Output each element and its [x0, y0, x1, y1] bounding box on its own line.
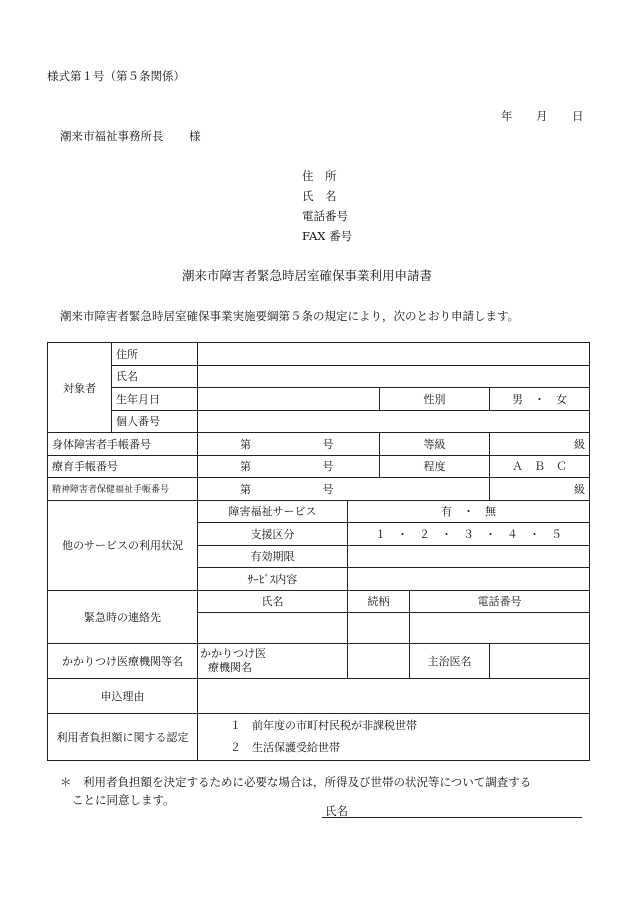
burden-item-2[interactable]: ２ 生活保護受給世帯: [230, 741, 340, 754]
personal-number-label: 個人番号: [112, 410, 198, 433]
burden-cert-options[interactable]: [198, 714, 590, 761]
physical-handbook-label: 身体障害者手帳番号: [48, 433, 198, 456]
clinic-label: かかりつけ医療機関等名: [48, 644, 198, 679]
signature-label: 氏名: [325, 804, 348, 818]
degree-label: 程度: [380, 455, 490, 478]
clinic-name-field[interactable]: [348, 644, 410, 679]
reason-field[interactable]: [198, 679, 590, 714]
mental-handbook-number[interactable]: [198, 478, 490, 501]
degree-options[interactable]: Ａ Ｂ Ｃ: [490, 455, 590, 478]
gender-options[interactable]: 男 ・ 女: [490, 388, 590, 411]
consent-line-2: ことに同意します。: [72, 793, 175, 807]
emergency-contact-label: 緊急時の連絡先: [48, 590, 198, 644]
personal-number-field[interactable]: [198, 410, 590, 433]
grade-suffix: 級: [574, 437, 585, 451]
other-services-label: 他のサービスの利用状況: [48, 500, 198, 590]
applicant-name-label: 氏 名: [302, 189, 337, 203]
burden-item-1[interactable]: １ 前年度の市町村民税が非課税世帯: [230, 719, 417, 732]
consent-line-1: ＊ 利用者負担額を決定するために必要な場合は，所得及び世帯の状況等について調査する: [60, 775, 532, 789]
application-table: [47, 342, 590, 761]
name-label: 氏名: [112, 365, 198, 388]
mental-grade-field[interactable]: [490, 478, 590, 501]
form-number: 様式第１号（第５条関係）: [47, 69, 185, 83]
clinic-sub-label: [198, 644, 348, 679]
grade-label: 等級: [380, 433, 490, 456]
number-suffix: 号: [322, 437, 334, 451]
valid-period-label: 有効期限: [198, 545, 348, 568]
name-field[interactable]: [198, 365, 590, 388]
rehab-handbook-number[interactable]: [198, 455, 380, 478]
number-prefix: 第: [240, 460, 251, 474]
signature-line[interactable]: [322, 817, 582, 818]
service-content-field[interactable]: [348, 568, 590, 591]
doctor-label: 主治医名: [410, 644, 490, 679]
gender-label: 性別: [380, 388, 490, 411]
subject-label: 対象者: [48, 343, 112, 433]
contact-name-label: 氏名: [198, 590, 348, 613]
number-prefix: 第: [240, 482, 251, 496]
date-day: 日: [572, 109, 584, 123]
applicant-phone-label: 電話番号: [302, 209, 348, 223]
applicant-fax-label: FAX 番号: [302, 229, 353, 243]
grade-field[interactable]: [490, 433, 590, 456]
number-suffix: 号: [322, 460, 334, 474]
grade-suffix: 級: [574, 482, 585, 496]
burden-cert-label: 利用者負担額に関する認定: [48, 714, 198, 761]
valid-period-field[interactable]: [348, 545, 590, 568]
page-title: 潮来市障害者緊急時居室確保事業利用申請書: [182, 268, 433, 283]
addressee: 潮来市福祉事務所長: [60, 129, 164, 143]
mental-handbook-label: 精神障害者保健福祉手帳番号: [48, 478, 198, 501]
doctor-field[interactable]: [490, 644, 590, 679]
service-yes-no[interactable]: 有 ・ 無: [348, 500, 590, 523]
intro-text: 潮来市障害者緊急時居室確保事業実施要綱第５条の規定により，次のとおり申請します。: [60, 309, 520, 323]
honorific: 様: [189, 129, 201, 143]
number-prefix: 第: [240, 437, 251, 451]
birthdate-label: 生年月日: [112, 388, 198, 411]
relation-field[interactable]: [348, 613, 410, 644]
contact-phone-label: 電話番号: [410, 590, 590, 613]
clinic-sub-line2: 療機関名: [208, 661, 252, 674]
applicant-address-label: 住 所: [302, 169, 337, 183]
disability-service-label: 障害福祉サービス: [198, 500, 348, 523]
date-year: 年: [501, 109, 513, 123]
contact-name-field[interactable]: [198, 613, 348, 644]
support-class-label: 支援区分: [198, 523, 348, 546]
relation-label: 続柄: [348, 590, 410, 613]
address-label: 住所: [112, 343, 198, 366]
physical-handbook-number[interactable]: [198, 433, 380, 456]
birthdate-field[interactable]: [198, 388, 380, 411]
reason-label: 申込理由: [48, 679, 198, 714]
contact-phone-field[interactable]: [410, 613, 590, 644]
rehab-handbook-label: 療育手帳番号: [48, 455, 198, 478]
service-content-label: ｻｰﾋﾞｽ内容: [198, 568, 348, 591]
date-month: 月: [536, 109, 548, 123]
number-suffix: 号: [322, 482, 334, 496]
address-field[interactable]: [198, 343, 590, 366]
clinic-sub-line1: かかりつけ医: [200, 647, 266, 660]
support-class-options[interactable]: １ ・ ２ ・ ３ ・ ４ ・ ５: [348, 523, 590, 546]
